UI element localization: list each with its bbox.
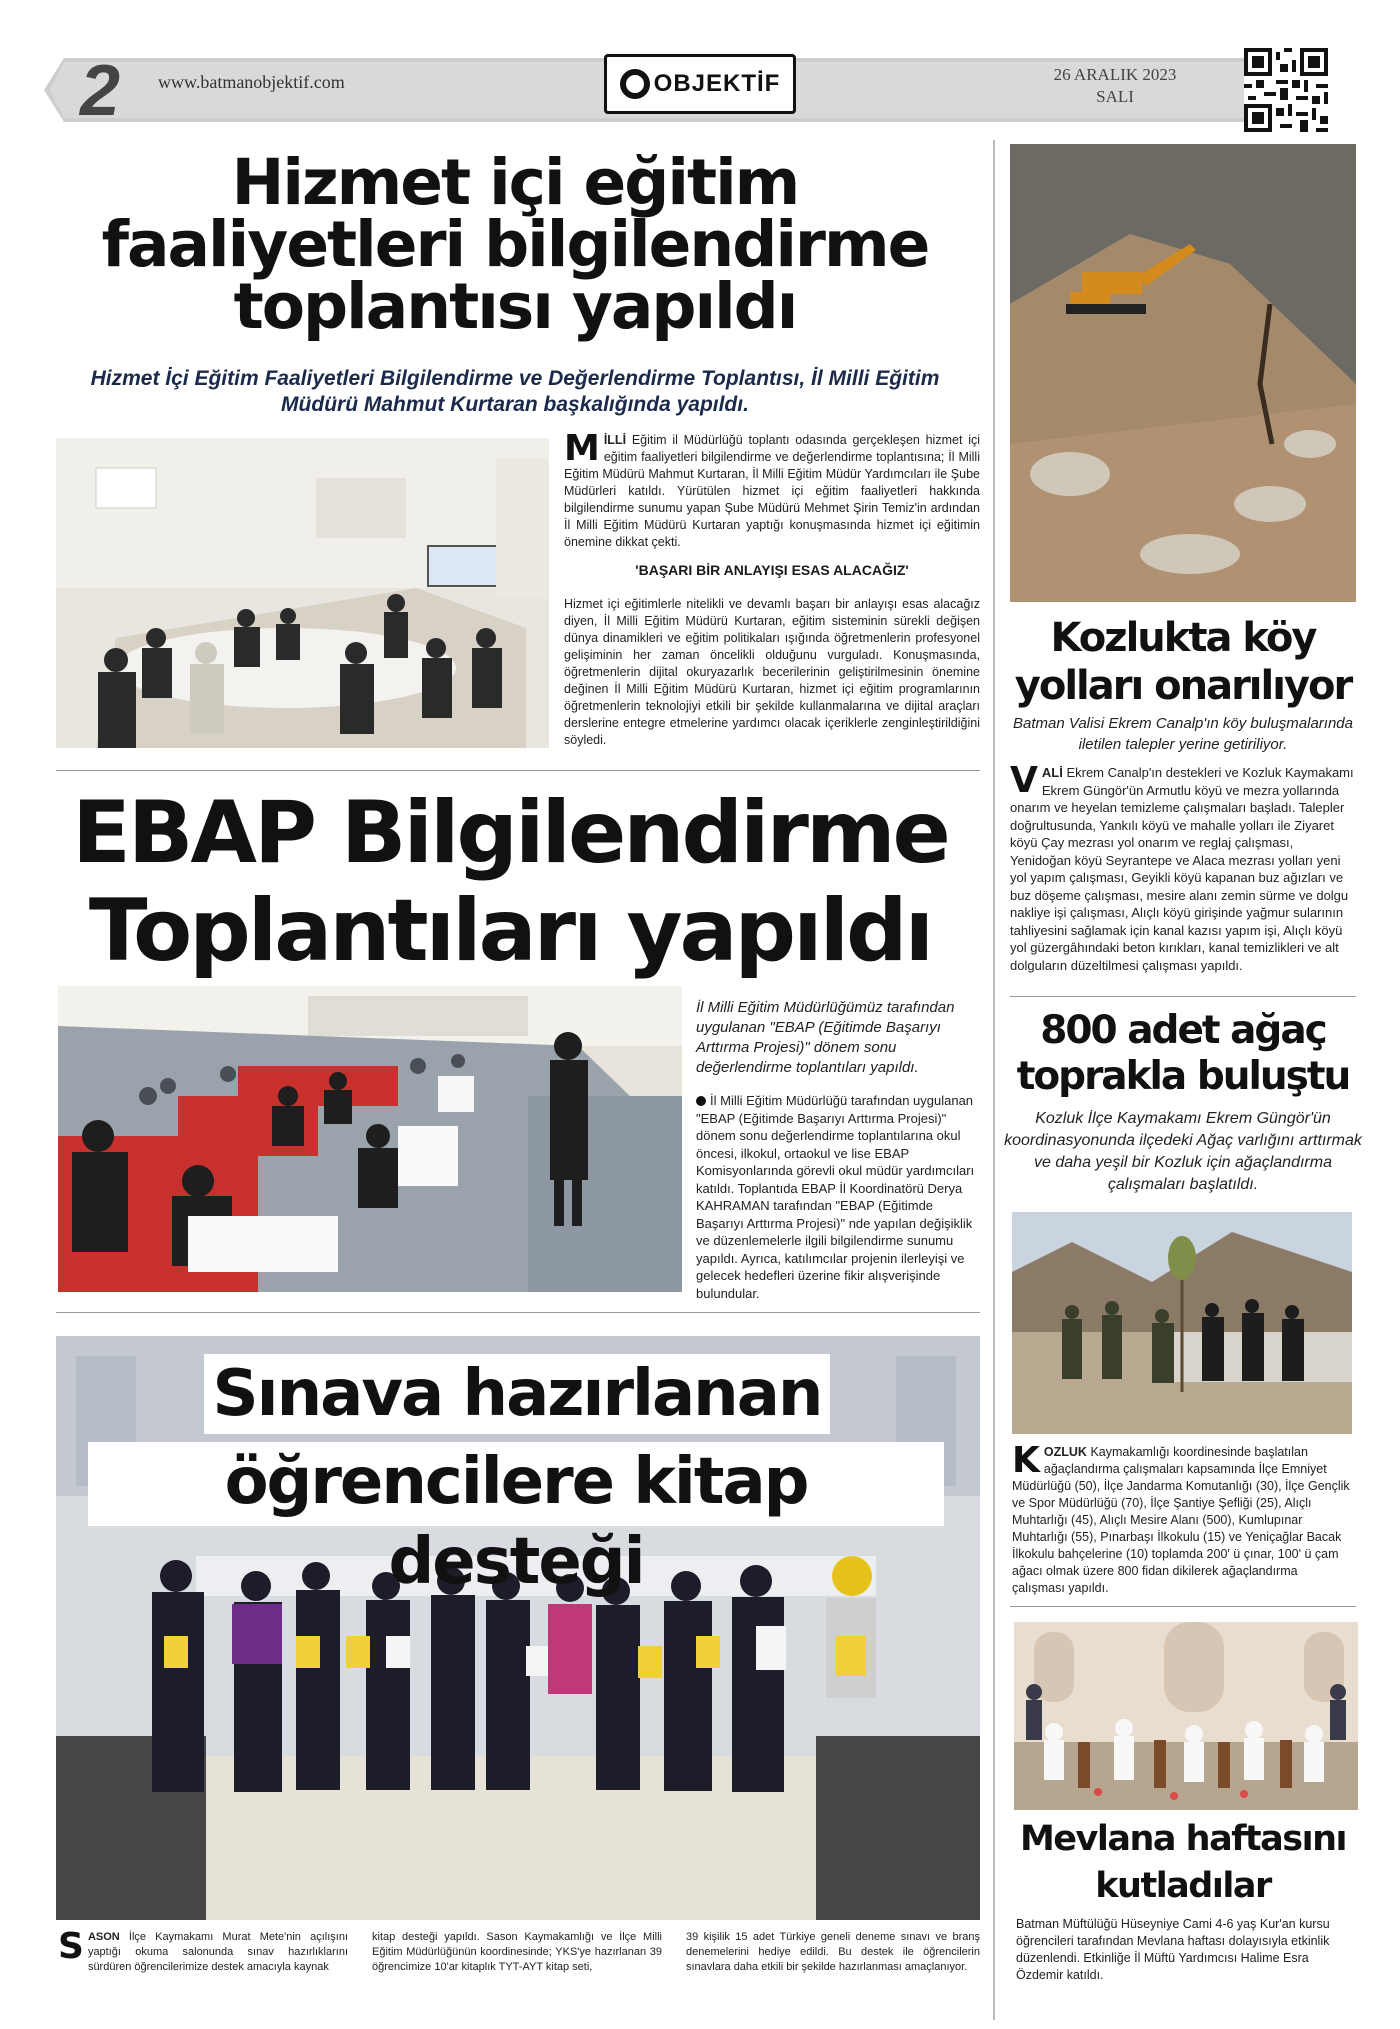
right2-tree-planting-photo — [1012, 1212, 1352, 1434]
article2-auditorium-photo — [58, 986, 682, 1292]
right2-subtitle: Kozluk İlçe Kaymakamı Ekrem Güngör'ün koordinasyonunda ilçedeki Ağaç varlığını arttırmak ve daha yeşil bir Kozluk için ağaçlandırma çalışmaları başlatıldı. — [1004, 1110, 1362, 1193]
article3-headline-line2: öğrencilere kitap desteği — [224, 1445, 808, 1599]
article3-headline-box2 — [88, 1442, 944, 1599]
right1-subtitle: Batman Valisi Ekrem Canalp'ın köy buluşmalarında iletilen talepler yerine getiriliyor. — [1013, 715, 1353, 753]
article3-column2: kitap desteği yapıldı. Sason Kaymakamlığı ve İlçe Milli Eğitim Müdürlüğünün koordinesinde; YKS'ye hazırlanan 39 öğrencimize 10'ar kitaplık TYT-AYT kitap seti, — [372, 1931, 662, 1973]
article1-paragraph1-text: Eğitim il Müdürlüğü toplantı odasında gerçekleşen hizmet içi eğitim faaliyetleri bilgilendirme ve değerlendirme toplantısına; İl Milli Eğitim Müdürü Mahmut Kurtaran, İl Milli Eğitim Müdür Yardımcıları ile Şube Müdürleri katıldı. Yürütülen hizmet içi eğitim faaliyetleri hakkında bilgilendirme sunumu yapan Şube Müdürü Mehmet Şirin Temiz'in ardından İl Milli Eğitim Müdürü Kurtaran yaptığı konuşmasında hizmet içi eğitimin önemine dikkat çekti. — [564, 433, 980, 549]
article2-lead: İl Milli Eğitim Müdürlüğümüz tarafından uygulanan "EBAP (Eğitimde Başarıyı Arttırma Projesi)" dönem sonu değerlendirme toplantıları yapıldı. — [696, 999, 955, 1076]
article2-headline — [40, 784, 980, 980]
article2-body-text: İl Milli Eğitim Müdürlüğü tarafından uygulanan "EBAP (Eğitimde Başarıyı Arttırma Projesi)" dönem sonu değerlendirme toplantılarına okul öncesi, ilkokul, ortaokul ve lise EBAP Komisyonlarında görevli okul müdür yardımcıları katıldı. Toplantıda EBAP İl Koordinatörü Derya KAHRAMAN tarafından "EBAP (Eğitimde Başarıyı Arttırma Projesi)" nde yapılan değişiklik ve düzenlemelerle ilgili bilgilendirme sunumu yapıldı. Ayrıca, katılımcılar projenin ilerleyişi ve gelecek hedefleri üzerine fikir alışverişinde bulundular. — [696, 1093, 975, 1301]
issue-date — [1040, 64, 1190, 108]
page-number: 2 — [80, 51, 121, 131]
article2-headline-line2: Toplantıları yapıldı — [88, 881, 932, 981]
bullet-icon — [696, 1096, 706, 1106]
qr-code-icon[interactable] — [1244, 48, 1328, 132]
right2-lead-caps: OZLUK — [1043, 1445, 1087, 1459]
article2-body — [696, 1092, 980, 1302]
day-text: SALI — [1096, 87, 1134, 106]
date-text: 26 ARALIK 2023 — [1053, 65, 1177, 84]
article3-column3: 39 kişilik 15 adet Türkiye geneli deneme sınavı ve branş denemelerini hediye edildi. Bu destek ile öğrencilerin sınavlara daha etkili bir şekilde hazırlanması amaçlanıyor. — [686, 1931, 980, 1973]
article3-headline-box1 — [204, 1354, 830, 1434]
article3-lead-caps: ASON — [87, 1931, 120, 1943]
right3-headline: Mevlana haftasını kutladılar — [1019, 1819, 1347, 1906]
section-divider — [56, 770, 980, 771]
article1-meeting-photo — [56, 438, 549, 748]
article3-column1-text: İlçe Kaymakamı Murat Mete'nin açılışını yaptığı okuma salonunda sınav hazırlıklarını sürdüren öğrencilerimize destek amacıyla kaynak — [87, 1931, 348, 1973]
right1-body — [1010, 760, 1356, 974]
right1-lead-caps: ALİ — [1041, 765, 1063, 780]
section-divider — [1010, 996, 1356, 997]
right1-dropcap: V — [1010, 760, 1038, 801]
right1-body-text: Ekrem Canalp'ın destekleri ve Kozluk Kaymakamı Ekrem Güngör'ün Armutlu köyü ve mezra yollarında onarım ve heyelan temizleme çalışmaları başladı. Talepler doğrultusunda, Yankılı köyü ve mahalle yolları ile Ziyaret köyü Çay mezrası yol onarım ve reglaj çalışması, Yenidoğan köyü Seyrantepe ve Alaca mezrası yolları yeni yol yapım çalışması, Geyikli köyü kapanan buz ağızları ve buz döşeme çalışması, mesire alanı zemin sürme ve dolgu nakliye işi çalışması, Alıçlı köyü girişinde yağmur sularının tahliyesini sağlamak için kanal kazısı yapım işi, Alıçlı köyü yol güzergâhındaki beton kırıkları, kanal temizlikleri ve alt dolguların düzeltilmesi çalışması yapıldı. — [1010, 765, 1354, 973]
logo-ring-icon — [620, 69, 650, 99]
article3-headline-line1: Sınava hazırlanan — [212, 1357, 822, 1431]
column-divider — [993, 140, 995, 2020]
right2-dropcap: K — [1012, 1440, 1040, 1481]
article1-lead-caps: İLLİ — [603, 433, 627, 447]
article1-intertitle: 'BAŞARI BİR ANLAYIŞI ESAS ALACAĞIZ' — [635, 562, 909, 578]
article2-headline-line1: EBAP Bilgilendirme — [72, 783, 948, 883]
article3-dropcap: S — [58, 1926, 84, 1967]
article1-subtitle: Hizmet İçi Eğitim Faaliyetleri Bilgilendirme ve Değerlendirme Toplantısı, İl Milli Eğitim Müdürü Mahmut Kurtaran başkalığında yapıldı. — [90, 367, 940, 416]
section-divider — [1010, 1606, 1356, 1607]
article3-column1 — [58, 1926, 348, 1975]
newspaper-logo[interactable] — [604, 54, 796, 114]
right1-headline: Kozlukta köy yolları onarılıyor — [1014, 615, 1352, 709]
article1-dropcap: M — [564, 428, 600, 469]
logo-text: OBJEKTİF — [653, 70, 781, 97]
section-divider — [56, 1312, 980, 1313]
right3-body: Batman Müftülüğü Hüseyniye Cami 4-6 yaş Kur'an kursu öğrencileri tarafından Mevlana haftası dolayısıyla etkinlik düzenlendi. Etkinliğe İl Müftü Yardımcısı Halime Esra Özdemir katıldı. — [1016, 1917, 1330, 1982]
right2-body — [1012, 1440, 1352, 1597]
right3-children-event-photo — [1014, 1622, 1358, 1810]
right2-body-text: Kaymakamlığı koordinesinde başlatılan ağaçlandırma çalışmaları kapsamında İlçe Emniyet Müdürlüğü (50), İlçe Jandarma Komutanlığı (30), İlçe Gençlik ve Spor Müdürlüğü (70), İlçe Şantiye Şefliği (25), Alıçlı Muhtarlığı (45), Alıçlı Mesire Alanı (500), Kumlupınar Muhtarlığı (55), Pınarbaşı İlkokulu (15) ve Yeniçağlar Bacak İlkokulu bahçelerine (10) toplamda 200' ü çınar, 100' ü çam ağacı olmak üzere 800 fidan dikilerek ağaçlandırma çalışması yapıldı. — [1012, 1445, 1350, 1595]
right1-excavator-photo — [1010, 144, 1356, 602]
site-url[interactable]: www.batmanobjektif.com — [158, 72, 345, 92]
article1-paragraph1 — [564, 428, 980, 551]
right2-headline: 800 adet ağaç toprakla buluştu — [1016, 1008, 1350, 1099]
article1-paragraph2: Hizmet içi eğitimlerle nitelikli ve devamlı başarı bir anlayışı esas alacağız diyen, İl Milli Eğitim Müdürü Kurtaran, eğitim sisteminin sürekli değişen dünya dinamikleri ve eğitim politikaları ışığında öğretmenlerin profesyonel gelişiminin her zaman öncelikli olduğunu vurguladı. Konuşmasında, öğretmenlerin dijital okuryazarlık becerilerinin geliştirilmesinin önemine değinen İl Milli Eğitim Müdürü Kurtaran, hizmet içi eğitim programlarının öğretmenlerin teknolojiyi etkili bir şekilde kullanmalarına ve dijital araçları derslerine entegre etmelerine yardımcı olacak içeriklerle zenginleştirildiğini söyledi. — [564, 597, 980, 747]
article1-headline: Hizmet içi eğitim faaliyetleri bilgilendirme toplantısı yapıldı — [101, 146, 929, 343]
